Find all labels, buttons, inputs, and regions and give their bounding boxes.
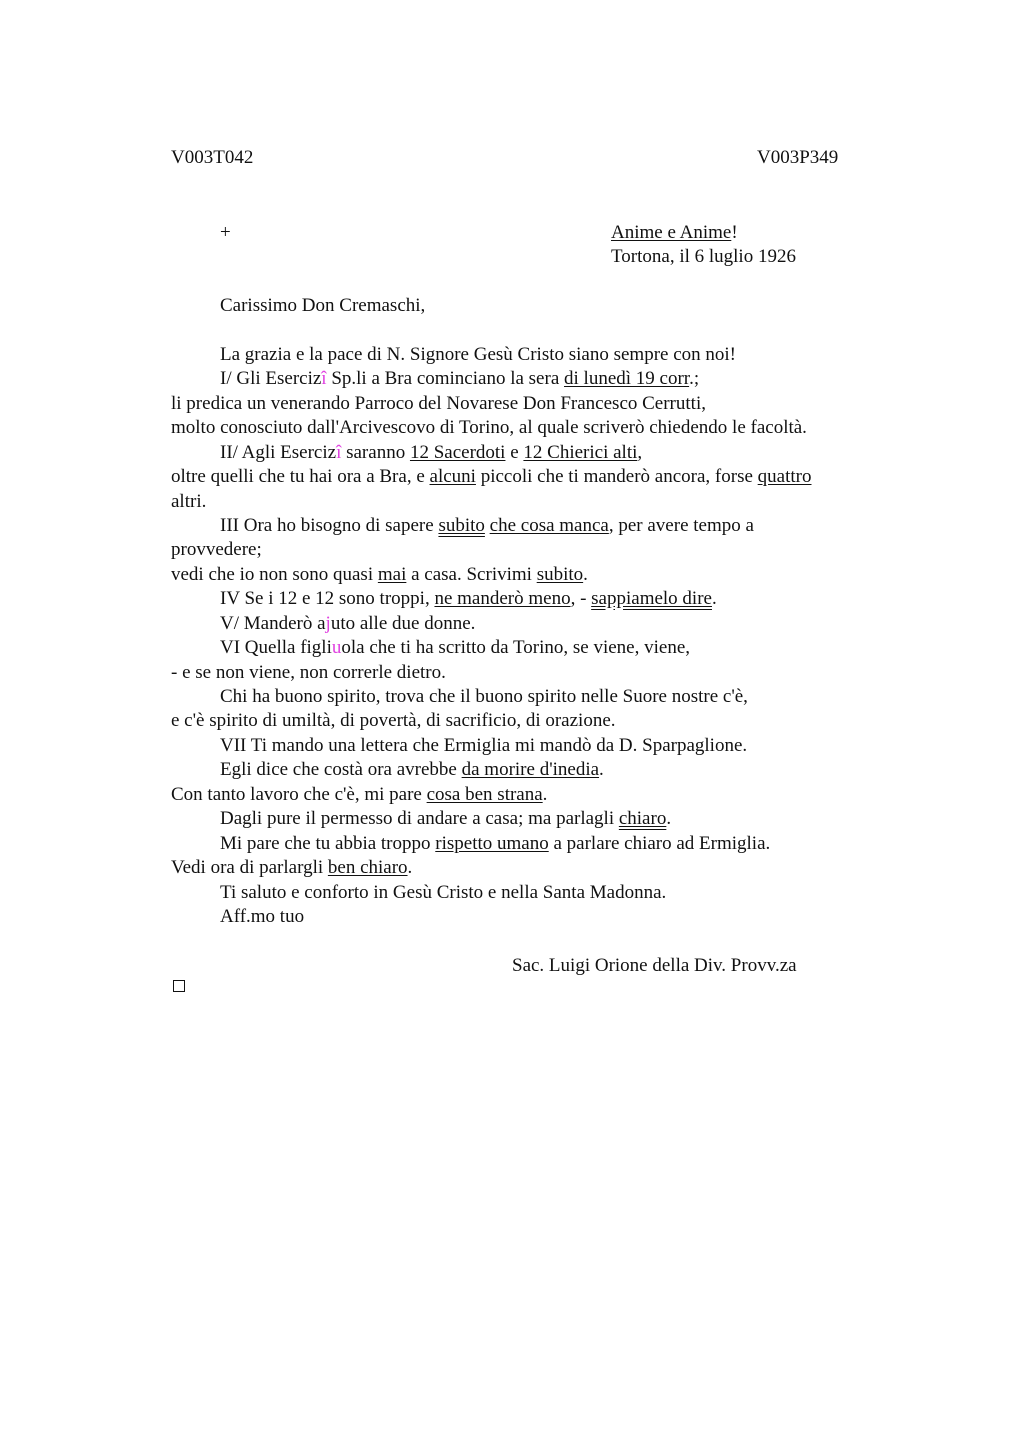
text-line: vedi che io non sono quasi mai a casa. Scrivimi subito. bbox=[171, 564, 588, 585]
ref-code-right: V003P349 bbox=[757, 147, 839, 168]
text-line: Dagli pure il permesso di andare a casa; ma parlagli chiaro. bbox=[220, 808, 672, 829]
closing: Aff.mo tuo bbox=[220, 906, 305, 927]
text-line: Egli dice che costà ora avrebbe da morire d'inedia. bbox=[220, 759, 604, 780]
ref-code-left: V003T042 bbox=[171, 147, 254, 168]
text-line: Chi ha buono spirito, trova che il buono spirito nelle Suore nostre c'è, bbox=[220, 686, 748, 707]
salutation: Carissimo Don Cremaschi, bbox=[220, 295, 426, 316]
text-line: VI Quella figliuola che ti ha scritto da Torino, se viene, viene, bbox=[220, 637, 691, 658]
text-line: oltre quelli che tu hai ora a Bra, e alcuni piccoli che ti manderò ancora, forse quattro bbox=[171, 466, 812, 487]
cross-mark: + bbox=[220, 222, 231, 243]
text-line: Con tanto lavoro che c'è, mi pare cosa ben strana. bbox=[171, 784, 548, 805]
text-line: li predica un venerando Parroco del Novarese Don Francesco Cerrutti, bbox=[171, 393, 706, 414]
text-line: e c'è spirito di umiltà, di povertà, di sacrificio, di orazione. bbox=[171, 710, 616, 731]
text-line: - e se non viene, non correrle dietro. bbox=[171, 662, 446, 683]
text-line: III Ora ho bisogno di sapere subito che cosa manca, per avere tempo a bbox=[220, 515, 754, 536]
text-line: V/ Manderò ajuto alle due donne. bbox=[220, 613, 476, 634]
motto: Anime e Anime! bbox=[611, 222, 738, 243]
signature: Sac. Luigi Orione della Div. Provv.za bbox=[512, 955, 797, 976]
highlighted-letter: j bbox=[325, 613, 331, 634]
highlighted-letter: u bbox=[331, 637, 342, 658]
text-line: Vedi ora di parlargli ben chiaro. bbox=[171, 857, 413, 878]
highlighted-letter: î bbox=[336, 442, 342, 463]
text-line: IV Se i 12 e 12 sono troppi, ne manderò meno, - sappiamelo dire. bbox=[220, 588, 717, 609]
text-line: La grazia e la pace di N. Signore Gesù Cristo siano sempre con noi! bbox=[220, 344, 737, 365]
checkbox-square-icon bbox=[173, 980, 185, 992]
dateline: Tortona, il 6 luglio 1926 bbox=[611, 246, 796, 267]
highlighted-letter: î bbox=[321, 368, 327, 389]
text-line: Mi pare che tu abbia troppo rispetto umano a parlare chiaro ad Ermiglia. bbox=[220, 833, 771, 854]
text-line: I/ Gli Esercizî Sp.li a Bra cominciano la sera di lunedì 19 corr.; bbox=[220, 368, 700, 389]
text-line: II/ Agli Esercizî saranno 12 Sacerdoti e 12 Chierici alti, bbox=[220, 442, 643, 463]
text-line: Ti saluto e conforto in Gesù Cristo e nella Santa Madonna. bbox=[220, 882, 667, 903]
text-line: molto conosciuto dall'Arcivescovo di Torino, al quale scriverò chiedendo le facoltà. bbox=[171, 417, 807, 438]
text-line: VII Ti mando una lettera che Ermiglia mi mandò da D. Sparpaglione. bbox=[220, 735, 748, 756]
text-line: altri. bbox=[171, 491, 207, 512]
text-line: provvedere; bbox=[171, 539, 262, 560]
